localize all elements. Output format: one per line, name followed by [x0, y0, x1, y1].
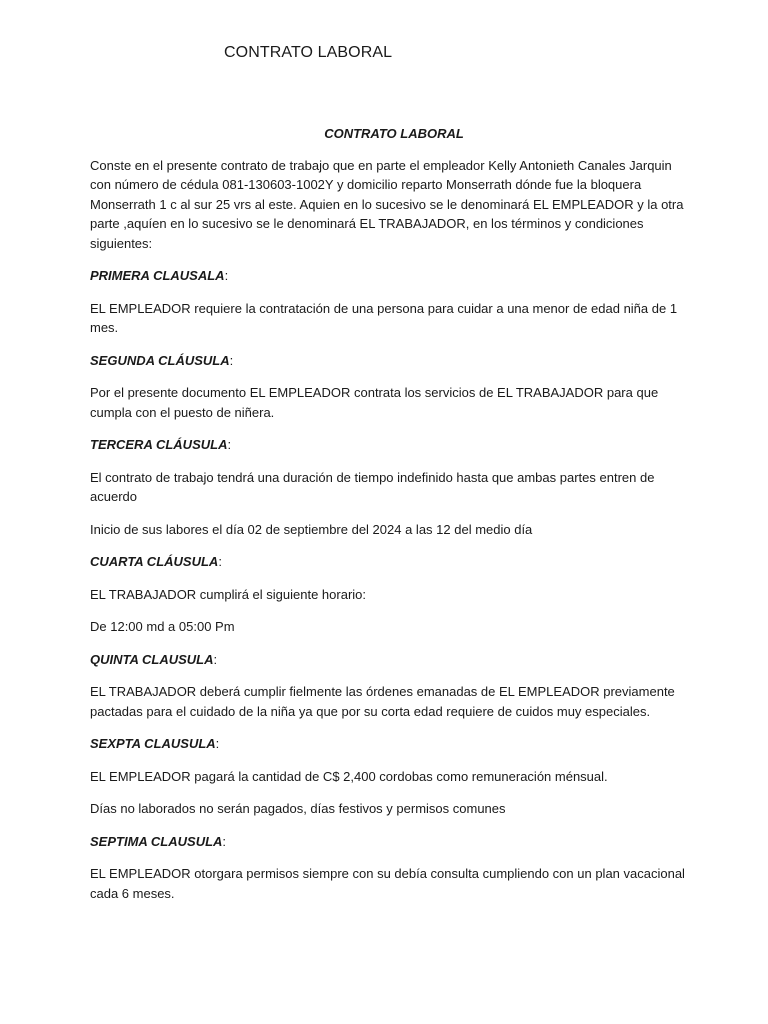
clause-paragraph: EL TRABAJADOR cumplirá el siguiente horario:: [90, 586, 367, 602]
clause-paragraph: EL EMPLEADOR requiere la contratación de una persona para cuidar a una menor de edad niña de 1 mes.: [90, 300, 678, 335]
heading-colon: :: [224, 268, 229, 283]
clause-paragraph: EL TRABAJADOR deberá cumplir fielmente las órdenes emanadas de EL EMPLEADOR previamente pactadas para el cuidado de la niña ya que por su corta edad requiere de cuidos muy especiales.: [90, 684, 675, 719]
heading-colon: :: [229, 352, 234, 368]
header-title: CONTRATO LABORAL: [224, 44, 393, 61]
clause-heading-tercera: [90, 435, 690, 455]
heading-colon: :: [222, 833, 227, 849]
clause-heading-text: CUARTA CLÁUSULA: [90, 554, 219, 569]
heading-colon: :: [218, 554, 222, 569]
clause-paragraph: EL EMPLEADOR pagará la cantidad de C$ 2,400 cordobas como remuneración ménsual.: [90, 768, 608, 784]
heading-colon: :: [215, 736, 220, 751]
clause-heading-text: SEPTIMA CLAUSULA: [90, 833, 223, 849]
clause-heading-text: QUINTA CLAUSULA: [90, 651, 214, 667]
clause-heading-cuarta: [90, 552, 690, 572]
document-body: [90, 124, 690, 916]
clause-paragraph: El contrato de trabajo tendrá una duración de tiempo indefinido hasta que ambas partes entren de acuerdo: [90, 469, 655, 504]
clause-heading-text: SEGUNDA CLÁUSULA: [90, 352, 230, 368]
clause-paragraph: De 12:00 md a 05:00 Pm: [90, 619, 235, 634]
clause-heading-primera: [90, 266, 690, 286]
clause-heading-septima: [90, 832, 690, 852]
clause-heading-text: TERCERA CLÁUSULA: [90, 437, 228, 452]
clause-paragraph: EL EMPLEADOR otorgara permisos siempre con su debía consulta cumpliendo con un plan vacacional cada 6 meses.: [90, 866, 685, 901]
heading-colon: :: [213, 651, 218, 667]
clause-paragraph: Días no laborados no serán pagados, días festivos y permisos comunes: [90, 801, 506, 816]
heading-colon: :: [227, 437, 232, 452]
clause-heading-sexpta: [90, 734, 690, 754]
clause-heading-quinta: [90, 650, 690, 670]
clause-heading-segunda: [90, 351, 690, 371]
clause-paragraph: Inicio de sus labores el día 02 de septiembre del 2024 a las 12 del medio día: [90, 521, 533, 537]
clause-heading-text: SEXPTA CLAUSULA: [90, 736, 216, 751]
intro-paragraph: Conste en el presente contrato de trabajo que en parte el empleador Kelly Antonieth Canales Jarquin con número de cédula 081-130603-1002Y y domicilio reparto Monserrath dónde fue la bloquera Monserrath 1 c al sur 25 vrs al este. Aquien en lo sucesivo se le denominará EL EMPLEADOR y la otra parte ,aquíen en lo sucesivo se le denominará EL TRABAJADOR, en los términos y condiciones siguientes:: [90, 157, 684, 251]
contract-title: CONTRATO LABORAL: [324, 126, 464, 141]
clause-heading-text: PRIMERA CLAUSALA: [90, 268, 225, 283]
clause-paragraph: Por el presente documento EL EMPLEADOR contrata los servicios de EL TRABAJADOR para que cumpla con el puesto de niñera.: [90, 385, 659, 420]
